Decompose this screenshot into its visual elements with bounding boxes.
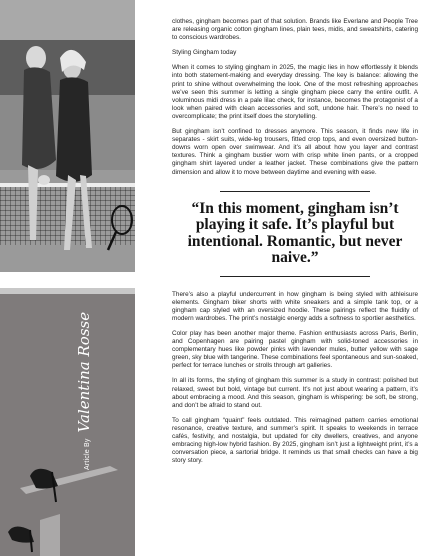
- article-body: [172, 18, 418, 472]
- pull-quote-bottom-rule: [220, 276, 370, 277]
- pull-quote-top-rule: [220, 191, 370, 192]
- pull-quote-text: “In this moment, gingham isn’t playing it safe. It’s playful but intentional. Romantic, but never naive.”: [187, 199, 403, 267]
- byline-author: Valentina Rosse: [75, 311, 93, 433]
- body-paragraph: When it comes to styling gingham in 2025, the magic lies in how effortlessly it blends into both statement-making and everyday dressing. The key is balance: allowing the print to shine without overwhelming the look. One of the most refreshing approaches we’ve seen this summer is letting a single gingham piece carry the entire outfit. A voluminous midi dress in a pale lilac check, for instance, becomes the protagonist of a look when paired with clean accessories and soft, undone hair. There’s no need to overcomplicate; the print itself does the storytelling.: [172, 64, 418, 120]
- body-paragraph: There’s also a playful undercurrent in how gingham is being styled with athleisure elements. Gingham biker shorts with white sneakers and a simple tank top, or a gingham cap styled with an oversized hoodie. These pairings reflect the fluidity of modern wardrobes. The print’s nostalgic energy adds a softness to sportier aesthetics.: [172, 290, 418, 322]
- court-feet-photo: [0, 288, 135, 556]
- body-paragraph: But gingham isn’t confined to dresses anymore. This season, it finds new life in separates - skirt suits, wide-leg trousers, fitted crop tops, and even oversized button-downs worn open over swimwear. And it’s all about how you layer and contrast textures. Think a gingham bustier worn with crisp white linen pants, or a cropped gingham shirt layered under a leather jacket. These combinations give the pattern dimension and allow it to move between daytime and evening with ease.: [172, 128, 418, 176]
- body-paragraph: In all its forms, the styling of gingham this summer is a study in contrast: polished but relaxed, sweet but bold, vintage but current. It’s not just about wearing a pattern, it’s about embracing a mood. And this season, gingham is whispering: be soft, be strong, and don’t be afraid to stand out.: [172, 377, 418, 409]
- section-subhead: Styling Gingham today: [172, 49, 237, 57]
- byline-prefix: Article By: [84, 438, 91, 470]
- body-paragraph: Color play has been another major theme. Fashion enthusiasts across Paris, Berlin, and Copenhagen are pairing pastel gingham with solid-toned accessories in complementary hues like powder pinks with lavender mules, butter yellow with sage green, sky blue with tangerine. These combinations feel spontaneous and sun-soaked, perfect for terrace lunches or strolls through art galleries.: [172, 329, 418, 370]
- pull-quote: [172, 191, 418, 277]
- photo-column: [0, 0, 135, 556]
- article-byline: [75, 312, 93, 470]
- tennis-court-photo: [0, 0, 135, 272]
- intro-paragraph: clothes, gingham becomes part of that solution. Brands like Everlane and People Tree are releasing organic cotton gingham lines, plain tees, midis, and sweatshirts, catering to conscious wardrobes.: [172, 18, 418, 42]
- body-paragraph: To call gingham “quaint” feels outdated. This reimagined pattern carries emotional resonance, creative texture, and summer’s spirit. It speaks to weekends in terrace cafés, festivity, and nostalgia, but updated for city dwellers, creatives, and anyone embracing high-low hybrid fashion. By 2025, gingham isn’t just a lightweight print, it’s a conversation piece, a sartorial bridge. It reminds us that small checks can have a big story story.: [172, 416, 418, 465]
